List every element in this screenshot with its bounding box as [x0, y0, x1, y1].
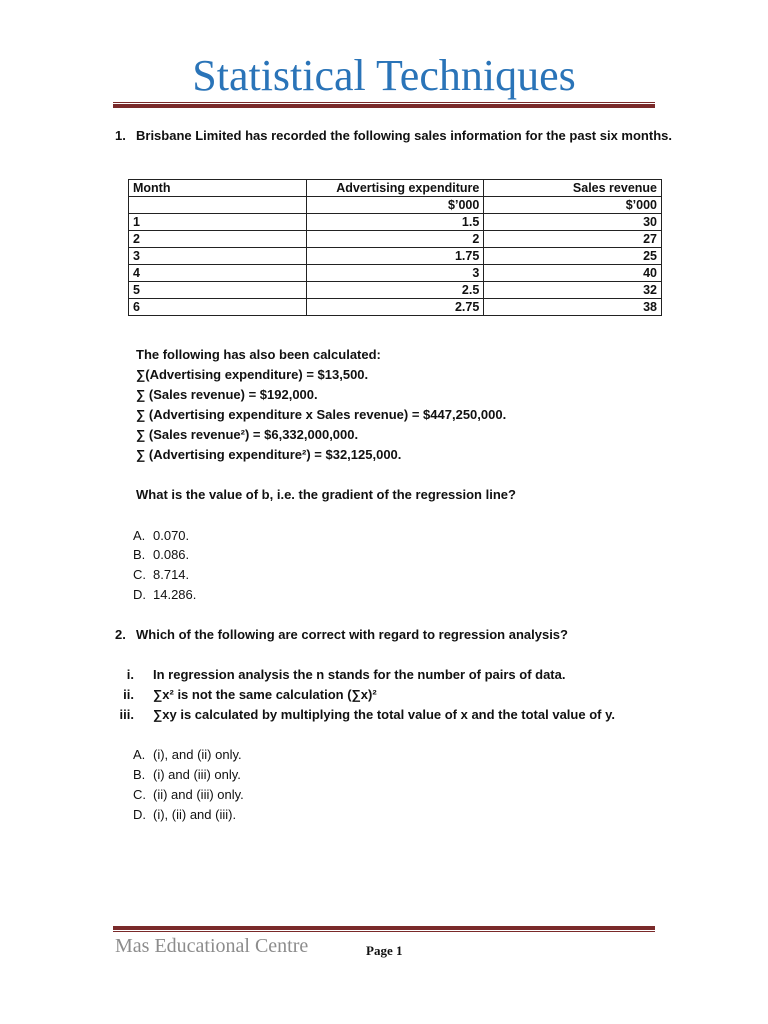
- cell-advertising: 2.5: [306, 282, 484, 299]
- q1-text: Brisbane Limited has recorded the following sales information for the past six months.: [136, 128, 672, 143]
- cell-month: 5: [129, 282, 307, 299]
- sales-table: [128, 179, 662, 316]
- option-text: (i), and (ii) only.: [153, 747, 242, 762]
- statement-text: In regression analysis the n stands for the number of pairs of data.: [153, 667, 566, 682]
- option-label: A.: [133, 747, 146, 762]
- option-text: (ii) and (iii) only.: [153, 787, 244, 802]
- q2-option-c[interactable]: [133, 786, 244, 803]
- q1-number: 1.: [115, 128, 126, 143]
- cell-sales: 40: [484, 265, 662, 282]
- q1-option-a[interactable]: [133, 527, 189, 544]
- header-advertising: Advertising expenditure: [306, 180, 484, 197]
- statement-label: ii.: [123, 687, 134, 702]
- option-label: C.: [133, 787, 146, 802]
- header-rule-thin: [113, 102, 655, 103]
- statement-label: i.: [126, 667, 134, 682]
- option-text: 0.070.: [153, 528, 190, 543]
- q1-question: What is the value of b, i.e. the gradient of the regression line?: [136, 487, 516, 502]
- table-row: [129, 214, 662, 231]
- calc-line: ∑(Advertising expenditure) = $13,500.: [136, 367, 369, 382]
- option-text: (i) and (iii) only.: [153, 767, 241, 782]
- cell-month: 1: [129, 214, 307, 231]
- header-month: Month: [129, 180, 307, 197]
- option-label: D.: [133, 587, 146, 602]
- option-text: 14.286.: [153, 587, 197, 602]
- cell-month: 3: [129, 248, 307, 265]
- q1-option-b[interactable]: [133, 546, 189, 563]
- table-row: [129, 299, 662, 316]
- calc-line: ∑ (Sales revenue) = $192,000.: [136, 387, 318, 402]
- table-units-row: [129, 197, 662, 214]
- table-header-row: [129, 180, 662, 197]
- q1-option-d[interactable]: [133, 586, 196, 603]
- page-title: Statistical Techniques: [192, 51, 576, 100]
- cell-advertising: 2: [306, 231, 484, 248]
- statement-text: ∑xy is calculated by multiplying the total value of x and the total value of y.: [153, 707, 615, 722]
- cell-advertising: 1.5: [306, 214, 484, 231]
- statement-text: ∑x² is not the same calculation (∑x)²: [153, 687, 377, 702]
- calc-line: ∑ (Sales revenue²) = $6,332,000,000.: [136, 427, 359, 442]
- option-label: B.: [133, 547, 146, 562]
- page-number: Page 1: [366, 943, 403, 958]
- cell-sales: 27: [484, 231, 662, 248]
- cell-month: 4: [129, 265, 307, 282]
- header-sales: Sales revenue: [484, 180, 662, 197]
- calc-intro: The following has also been calculated:: [136, 347, 381, 362]
- calc-line: ∑ (Advertising expenditure²) = $32,125,000.: [136, 447, 402, 462]
- header-rule-thick: [113, 104, 655, 108]
- unit-sales: $’000: [484, 197, 662, 214]
- q2-text: Which of the following are correct with regard to regression analysis?: [136, 627, 568, 642]
- option-text: (i), (ii) and (iii).: [153, 807, 237, 822]
- option-label: C.: [133, 567, 146, 582]
- table-row: [129, 248, 662, 265]
- statement-label: iii.: [119, 707, 134, 722]
- cell-sales: 25: [484, 248, 662, 265]
- footer-rule-thick: [113, 926, 655, 930]
- footer-rule-thin: [113, 931, 655, 932]
- option-label: A.: [133, 528, 146, 543]
- q2-option-b[interactable]: [133, 766, 241, 783]
- cell-sales: 30: [484, 214, 662, 231]
- cell-month: 2: [129, 231, 307, 248]
- table-row: [129, 231, 662, 248]
- cell-month: 6: [129, 299, 307, 316]
- cell-advertising: 3: [306, 265, 484, 282]
- q2-option-a[interactable]: [133, 746, 242, 763]
- option-text: 8.714.: [153, 567, 190, 582]
- cell-sales: 32: [484, 282, 662, 299]
- q2-number: 2.: [115, 627, 126, 642]
- q1-option-c[interactable]: [133, 566, 189, 583]
- calc-line: ∑ (Advertising expenditure x Sales revenue) = $447,250,000.: [136, 407, 507, 422]
- cell-advertising: 1.75: [306, 248, 484, 265]
- option-label: B.: [133, 767, 146, 782]
- unit-month: [129, 197, 307, 214]
- option-text: 0.086.: [153, 547, 190, 562]
- table-row: [129, 282, 662, 299]
- unit-advertising: $’000: [306, 197, 484, 214]
- table-row: [129, 265, 662, 282]
- option-label: D.: [133, 807, 146, 822]
- cell-advertising: 2.75: [306, 299, 484, 316]
- cell-sales: 38: [484, 299, 662, 316]
- q2-option-d[interactable]: [133, 806, 236, 823]
- footer-org: Mas Educational Centre: [115, 935, 309, 957]
